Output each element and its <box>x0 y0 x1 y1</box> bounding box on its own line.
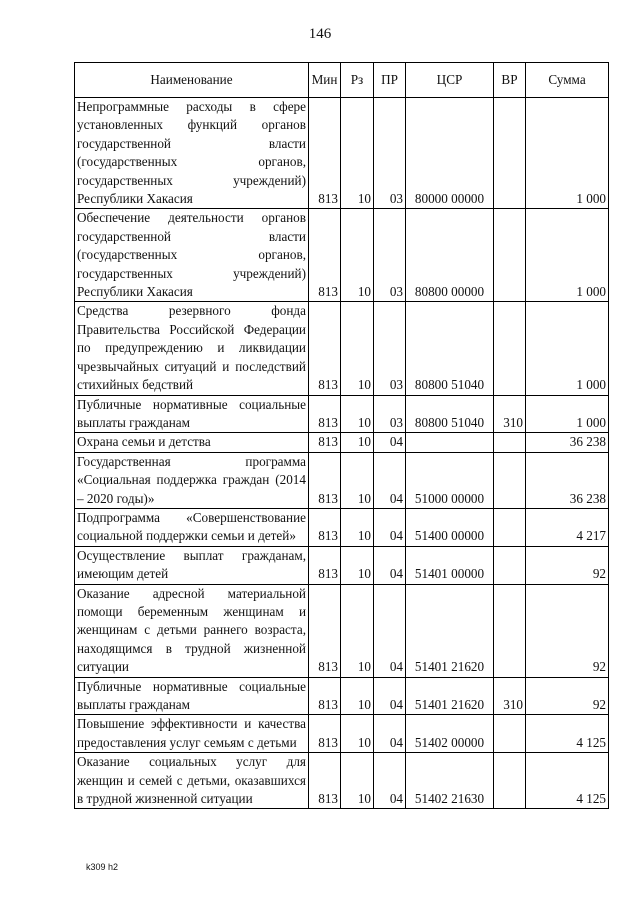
cell-vr <box>494 715 526 753</box>
cell-csr: 51401 21620 <box>406 677 494 715</box>
cell-sum: 1 000 <box>526 302 609 395</box>
cell-csr: 51402 21630 <box>406 753 494 809</box>
cell-rz: 10 <box>341 753 374 809</box>
table-row <box>75 677 609 715</box>
cell-rz: 10 <box>341 508 374 546</box>
cell-pr: 04 <box>374 677 406 715</box>
cell-rz: 10 <box>341 209 374 302</box>
cell-pr: 04 <box>374 715 406 753</box>
cell-rz: 10 <box>341 677 374 715</box>
cell-csr: 51402 00000 <box>406 715 494 753</box>
cell-rz: 10 <box>341 395 374 433</box>
cell-pr: 03 <box>374 302 406 395</box>
cell-pr: 03 <box>374 209 406 302</box>
cell-min: 813 <box>309 677 341 715</box>
cell-pr: 04 <box>374 452 406 508</box>
cell-sum: 4 125 <box>526 753 609 809</box>
table-row <box>75 508 609 546</box>
cell-vr: 310 <box>494 677 526 715</box>
cell-vr <box>494 452 526 508</box>
cell-name: Охрана семьи и детства <box>75 433 309 452</box>
cell-pr: 03 <box>374 98 406 209</box>
cell-sum: 92 <box>526 546 609 584</box>
cell-pr: 04 <box>374 433 406 452</box>
header-csr: ЦСР <box>406 63 494 98</box>
cell-sum: 1 000 <box>526 209 609 302</box>
cell-csr <box>406 433 494 452</box>
table-row <box>75 753 609 809</box>
cell-name: Публичные нормативные социальные выплаты гражданам <box>75 677 309 715</box>
cell-rz: 10 <box>341 584 374 677</box>
cell-csr: 51401 00000 <box>406 546 494 584</box>
cell-rz: 10 <box>341 302 374 395</box>
header-pr: ПР <box>374 63 406 98</box>
cell-sum: 1 000 <box>526 98 609 209</box>
cell-vr <box>494 753 526 809</box>
cell-rz: 10 <box>341 715 374 753</box>
header-vr: ВР <box>494 63 526 98</box>
cell-min: 813 <box>309 546 341 584</box>
table-row <box>75 546 609 584</box>
cell-sum: 1 000 <box>526 395 609 433</box>
cell-csr: 80800 00000 <box>406 209 494 302</box>
cell-pr: 04 <box>374 584 406 677</box>
cell-sum: 4 125 <box>526 715 609 753</box>
cell-pr: 04 <box>374 508 406 546</box>
cell-csr: 51400 00000 <box>406 508 494 546</box>
budget-table <box>74 62 609 809</box>
cell-csr: 80800 51040 <box>406 395 494 433</box>
cell-min: 813 <box>309 753 341 809</box>
header-name: Наименование <box>75 63 309 98</box>
cell-min: 813 <box>309 433 341 452</box>
cell-name: Средства резервного фонда Правительства Российской Федерации по предупреждению и ликвидации чрезвычайных ситуаций и последствий стихийных бедствий <box>75 302 309 395</box>
cell-csr: 51000 00000 <box>406 452 494 508</box>
cell-name: Повышение эффективности и качества предоставления услуг семьям с детьми <box>75 715 309 753</box>
cell-min: 813 <box>309 508 341 546</box>
table-row <box>75 395 609 433</box>
cell-pr: 03 <box>374 395 406 433</box>
cell-vr: 310 <box>494 395 526 433</box>
cell-pr: 04 <box>374 546 406 584</box>
table-row <box>75 452 609 508</box>
table-row <box>75 433 609 452</box>
cell-name: Непрограммные расходы в сфере установленных функций органов государственной власти (государственных органов, государственных учреждений) Республики Хакасия <box>75 98 309 209</box>
table-header-row <box>75 63 609 98</box>
cell-name: Оказание адресной материальной помощи беременным женщинам и женщинам с детьми раннего возраста, находящимся в трудной жизненной ситуации <box>75 584 309 677</box>
cell-min: 813 <box>309 98 341 209</box>
cell-rz: 10 <box>341 433 374 452</box>
cell-name: Подпрограмма «Совершенствование социальной поддержки семьи и детей» <box>75 508 309 546</box>
cell-name: Публичные нормативные социальные выплаты гражданам <box>75 395 309 433</box>
cell-name: Обеспечение деятельности органов государственной власти (государственных органов, государственных учреждений) Республики Хакасия <box>75 209 309 302</box>
cell-vr <box>494 302 526 395</box>
cell-pr: 04 <box>374 753 406 809</box>
cell-min: 813 <box>309 395 341 433</box>
cell-name: Осуществление выплат гражданам, имеющим детей <box>75 546 309 584</box>
cell-min: 813 <box>309 302 341 395</box>
cell-vr <box>494 209 526 302</box>
cell-sum: 36 238 <box>526 452 609 508</box>
cell-min: 813 <box>309 452 341 508</box>
table-row <box>75 209 609 302</box>
cell-vr <box>494 508 526 546</box>
cell-rz: 10 <box>341 546 374 584</box>
cell-sum: 4 217 <box>526 508 609 546</box>
cell-csr: 51401 21620 <box>406 584 494 677</box>
cell-rz: 10 <box>341 98 374 209</box>
table-row <box>75 98 609 209</box>
cell-min: 813 <box>309 715 341 753</box>
cell-name: Оказание социальных услуг для женщин и семей с детьми, оказавшихся в трудной жизненной ситуации <box>75 753 309 809</box>
table-row <box>75 715 609 753</box>
page-number: 146 <box>308 26 332 42</box>
cell-sum: 36 238 <box>526 433 609 452</box>
cell-csr: 80800 51040 <box>406 302 494 395</box>
cell-vr <box>494 546 526 584</box>
header-min: Мин <box>309 63 341 98</box>
cell-min: 813 <box>309 209 341 302</box>
table-row <box>75 302 609 395</box>
cell-rz: 10 <box>341 452 374 508</box>
cell-min: 813 <box>309 584 341 677</box>
cell-vr <box>494 433 526 452</box>
cell-vr <box>494 584 526 677</box>
cell-csr: 80000 00000 <box>406 98 494 209</box>
table-row <box>75 584 609 677</box>
cell-sum: 92 <box>526 584 609 677</box>
header-rz: Рз <box>341 63 374 98</box>
cell-sum: 92 <box>526 677 609 715</box>
cell-name: Государственная программа «Социальная поддержка граждан (2014 – 2020 годы)» <box>75 452 309 508</box>
header-sum: Сумма <box>526 63 609 98</box>
cell-vr <box>494 98 526 209</box>
footer-code: k309 h2 <box>86 862 119 872</box>
